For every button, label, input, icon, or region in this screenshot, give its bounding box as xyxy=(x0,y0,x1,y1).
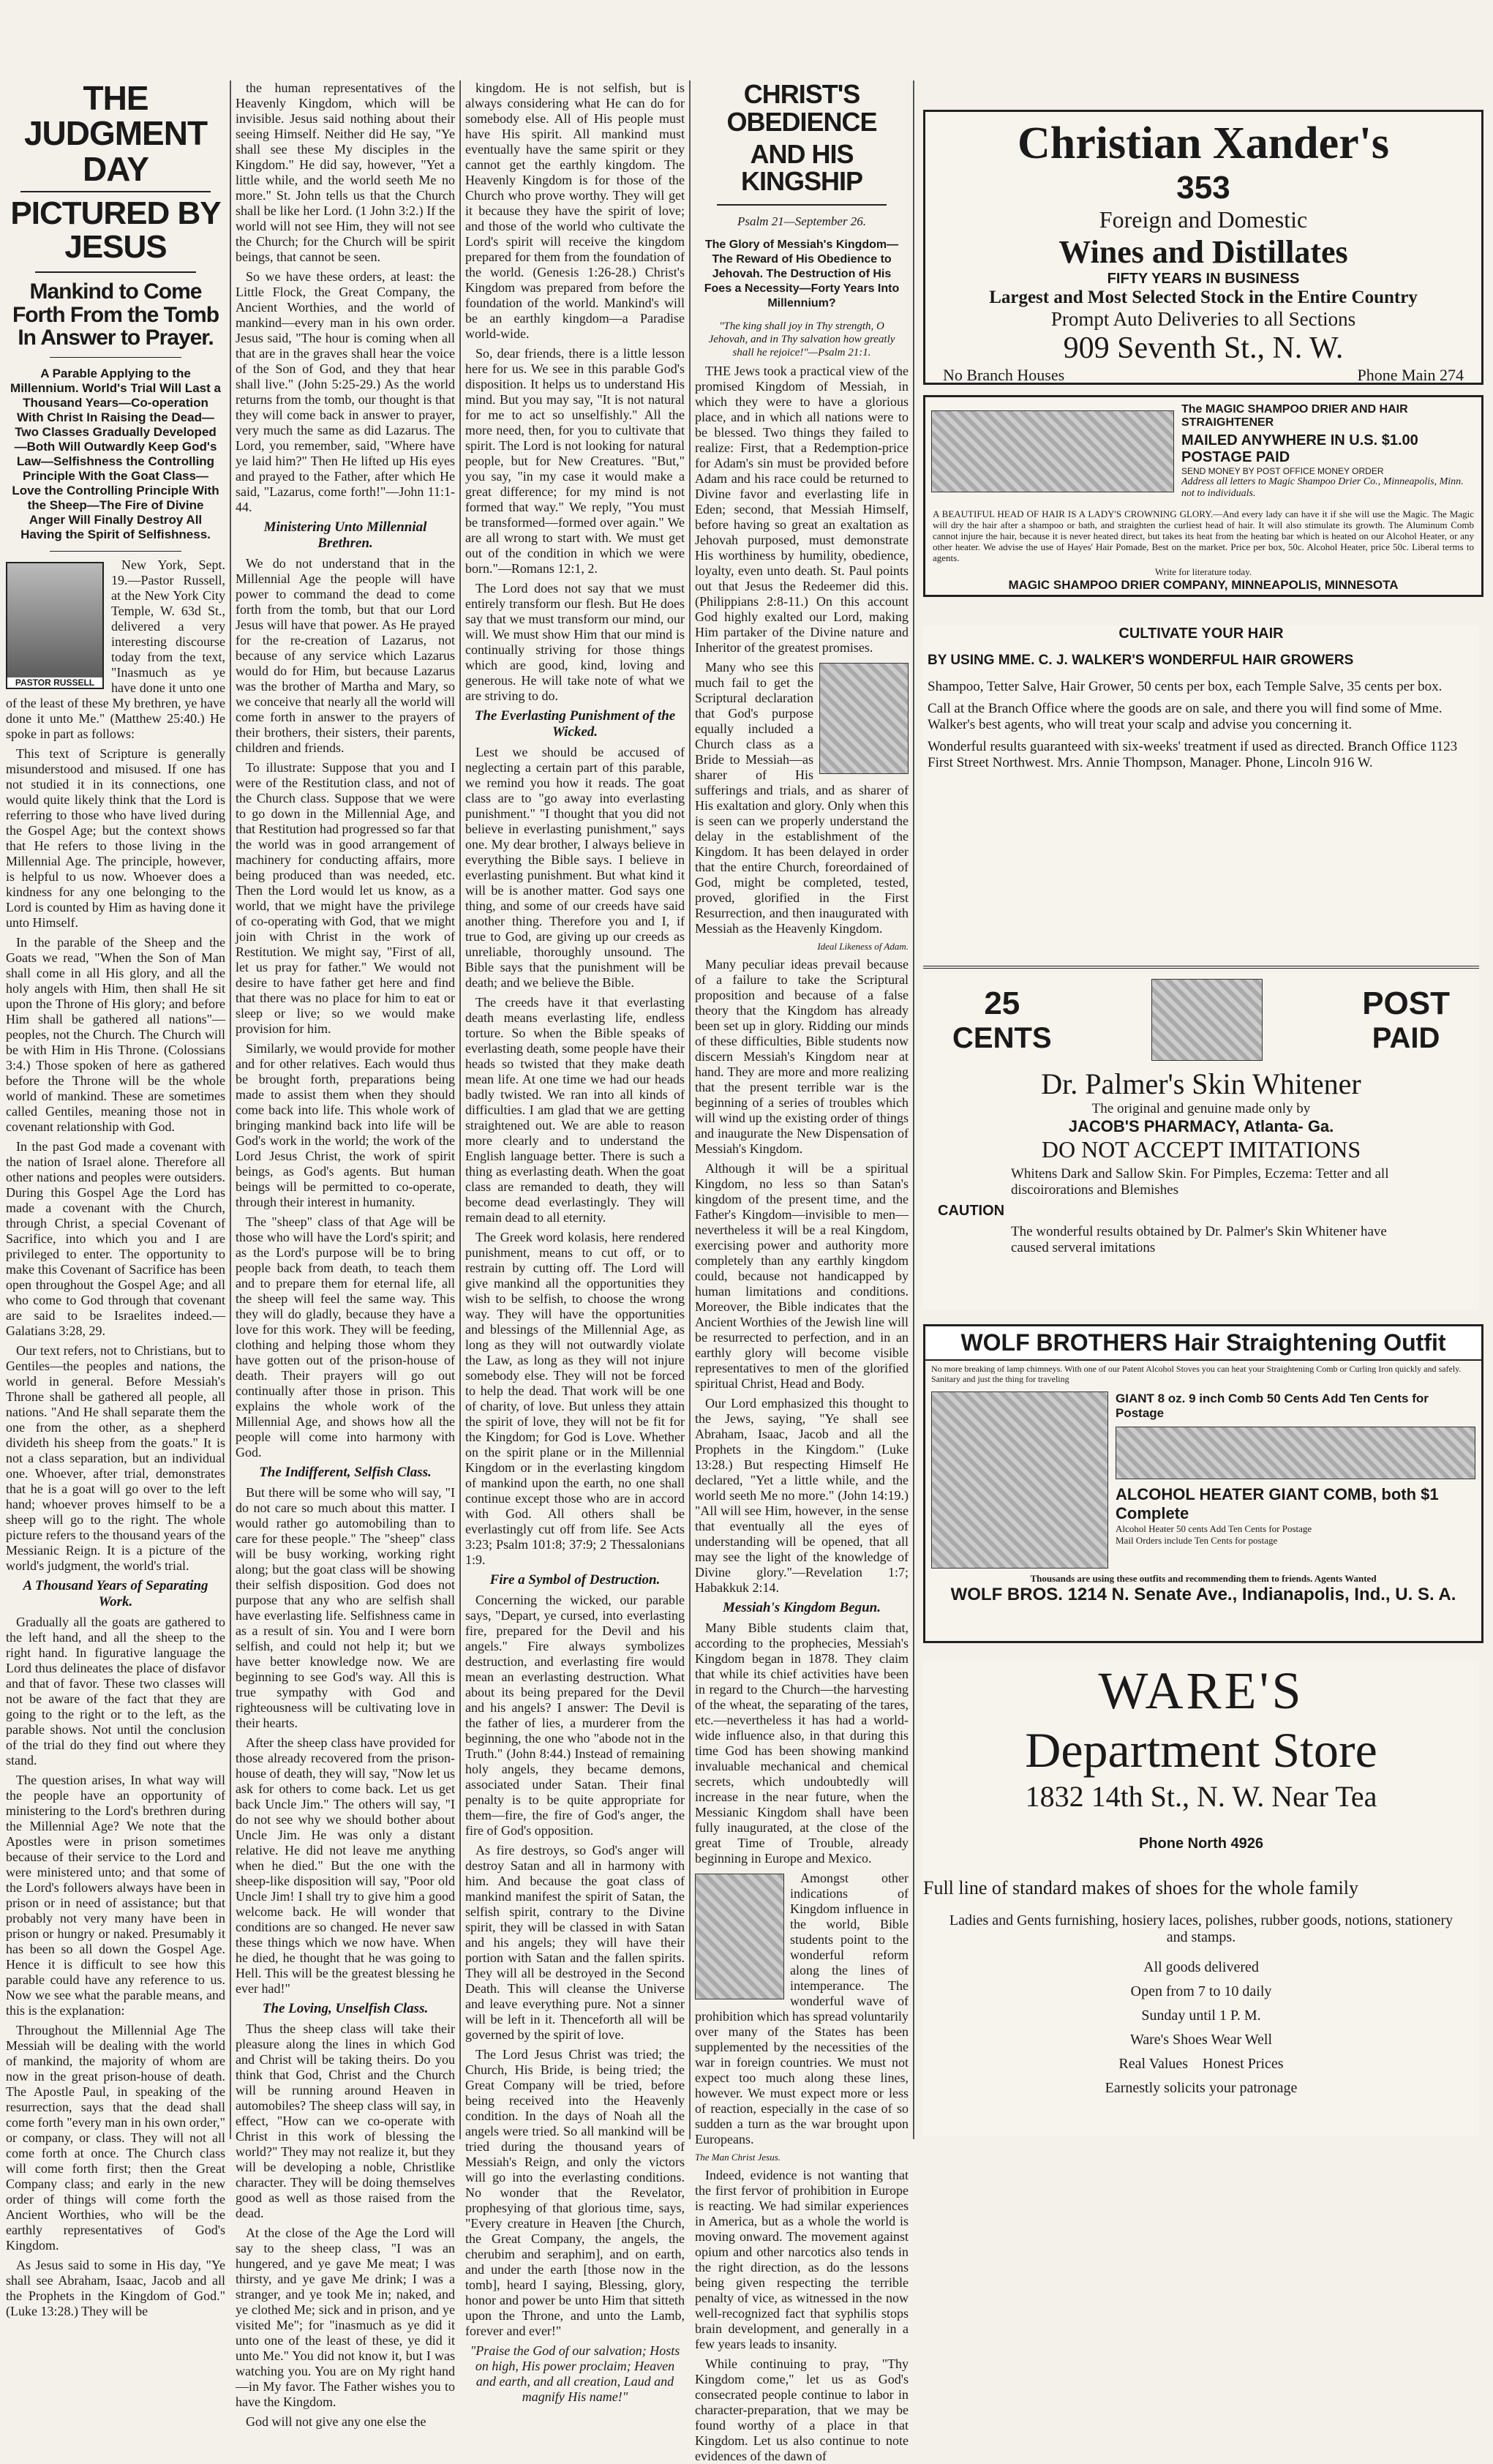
paragraph: The Lord does not say that we must entirely transform our flesh. But He does say that we must transform our mind, our will. We must show Him that our mind is continually striving for those things which are good, kind, loving and generous. He will take note of what we are striving to do. xyxy=(465,581,685,703)
closing-poem: "Praise the God of our salvation; Hosts on high, His power proclaim; Heaven and earth, and all creation, Laud and magnify His name!" xyxy=(470,2343,680,2404)
ad-line: Shampoo, Tetter Salve, Hair Grower, 50 cents per box, each Temple Salve, 35 cents per box. xyxy=(928,679,1443,694)
comb-illustration xyxy=(1116,1427,1475,1479)
image-caption: Ideal Likeness of Adam. xyxy=(817,941,909,953)
ad-title: WOLF BROTHERS Hair Straightening Outfit xyxy=(925,1326,1481,1361)
ad-caution-text: The wonderful results obtained by Dr. Palmer's Skin Whitener have caused serveral imitations xyxy=(1011,1224,1387,1255)
ad-christian-xander xyxy=(923,110,1483,385)
paragraph: In the parable of the Sheep and the Goats we read, "When the Son of Man shall come in all His glory, and all the holy angels with Him, then shall He sit upon the Throne of His glory; and before Him shall be gathered all nations"—peoples, not the Church. The Church will be with Him in His Throne. (Colossians 3:4.) Those spoken of here as gathered before the Throne will be the whole world of mankind. These are sometimes called Gentiles, meaning those not in covenant relationship with God. xyxy=(6,934,225,1134)
column-rule xyxy=(689,80,691,2139)
section-heading: Messiah's Kingdom Begun. xyxy=(723,1600,881,1616)
paragraph: THE Jews took a practical view of the promised Kingdom of Messiah, in which they were to have a glorious place, and in which all nations were to be blessed. Two things they failed to realize: First, that a Redemption-price for Adam's sin must be provided before Adam and his race could be returned to Divine favor and everlasting life in Eden; second, that Messiah Himself, before having so great an exaltation as Jehovah purposed, must demonstrate His worthiness by humility, obedience, loyalty, even unto death. St. Paul points out that Jesus the Redeemer did this. (Philippians 2:8-11.) On this account God highly exalted our Lord, making Him partaker of the Divine nature and Inheritor of the greatest promises. xyxy=(695,364,909,656)
headline-christs-obedience: CHRIST'S OBEDIENCE xyxy=(726,79,877,137)
ad-note: Alcohol Heater 50 cents Add Ten Cents for Postage xyxy=(1116,1523,1312,1534)
column-christs-obedience xyxy=(695,79,909,2464)
paragraph: Many Bible students claim that, according to the prophecies, Messiah's Kingdom began in 1878. They claim that while its chief activities have been in regard to the Church—the harvesting of the wheat, the separating of the tares, etc.—nevertheless it has had a world-wide influence also, in that during this time God has been showing mankind invaluable mechanical and chemical secrets, which undoubtedly will increase in the near future, when the Messianic Kingdom shall have been fully inaugurated, at the close of the great Time of Trouble, already beginning in Europe and Mexico. xyxy=(695,1620,909,1866)
ad-brand: The MAGIC SHAMPOO DRIER AND HAIR STRAIGHTENER xyxy=(1181,403,1408,429)
section-heading: Ministering Unto Millennial Brethren. xyxy=(263,519,427,551)
ad-price: 25 xyxy=(984,985,1020,1021)
ad-palmer-skin xyxy=(923,973,1479,1310)
ad-wares-department-store xyxy=(923,1661,1479,2136)
section-heading: The Loving, Unselfish Class. xyxy=(262,2001,429,2016)
column-judgment-day xyxy=(6,79,225,2318)
christ-illustration xyxy=(695,1874,784,1999)
paragraph: God will not give any one else the xyxy=(246,2414,426,2429)
ad-address: 909 Seventh St., N. W. xyxy=(1063,331,1344,365)
ad-walker-hair xyxy=(923,626,1479,962)
ad-line: Write for literature today. xyxy=(1154,566,1252,577)
paragraph: Many peculiar ideas prevail because of a failure to take the Scriptural proposition and because of a false theory that the Kingdom has already been set up in glory. Ridding our minds of these difficulties, Bible students now discern Messiah's Kingdom near at hand. They are more and more realizing that the present terrible war is the beginning of a series of troubles which will wind up the existing order of things and inaugurate the New Dispensation of Messiah's Kingdom. xyxy=(695,957,909,1157)
headline-his-kingship: AND HIS KINGSHIP xyxy=(740,138,863,197)
ad-line: Earnestly solicits your patronage xyxy=(1105,2080,1298,2096)
divider xyxy=(923,966,1479,969)
paragraph: Indeed, evidence is not wanting that the first fervor of prohibition in Europe is reacting. We had similar experiences in America, but as a whole the world is moving onward. The movement against opium and other narcotics also tends in the right direction, as do the lessons being given respecting the terrible penalty of vice, as witnessed in the now well-recognized fact that syphilis stops brain development, and generally in a few years leads to insanity. xyxy=(695,2168,909,2352)
paragraph: Our Lord emphasized this thought to the Jews, saying, "Ye shall see Abraham, Isaac, Jacob and all the Prophets in the Kingdom." (Luke 13:28.) But respecting Himself He declared, "Yet a little while, and the world seeth Me no more." (John 14:19.) "All will see Him, however, in the sense that eventually all the eyes of understanding will be opened, that all may see the light of the knowledge of Divine glory."—Revelation 1:7; Habakkuk 2:14. xyxy=(695,1396,909,1596)
headline-judgment-day: THE JUDGMENT DAY xyxy=(23,79,208,188)
ad-line: Largest and Most Selected Stock in the Entire Country xyxy=(989,288,1418,307)
paragraph: But there will be some who will say, "I do not care so much about this matter. I would rather go automobiling than to care for these people." The "sheep" class will be busy working, working right along; but the goat class will be showing their selfish disposition. God does not purpose that any who are selfish shall have everlasting life. Selfishness came in as a result of sin. You and I were born selfish, and could not help it; but we have better knowledge now. We are beginning to see God's way. All this is true sympathy with God and righteousness will be cultivating love in their hearts. xyxy=(236,1485,455,1730)
ad-mailed: MAILED ANYWHERE IN U.S. $1.00 POSTAGE PAID xyxy=(1181,432,1418,465)
subheadline-mankind: Mankind to Come Forth From the Tomb In Answer to Prayer. xyxy=(12,279,219,350)
ad-line: Wonderful results guaranteed with six-weeks' treatment if used as directed. Branch Office 1123 First Street Northwest. Mrs. Annie Thompson, Manager. Phone, Lincoln 916 W. xyxy=(928,739,1458,770)
paragraph: Many who see this much fail to get the Scriptural declaration that God's purpose equally included a Church class as a Bride to Messiah—as sharer of His sufferings and trials, and as sharer of His exaltation and glory. Only when this is seen can we properly understand the delay in the establishment of the Kingdom. It has been delayed in order that the entire Church, foreordained of God, might be completed, tested, proved, glorified in the First Resurrection, and then inaugurated with Messiah as the Heavenly Kingdom. xyxy=(695,660,909,936)
comb-illustration xyxy=(931,410,1174,492)
paragraph: The "sheep" class of that Age will be those who will have the Lord's spirit; and as the Lord's purpose will be to bring people back from death, to teach them and to prepare them for eternal life, all the sheep will feel the same way. This they will do gladly, because they have a love for this work. They will be feeding, clothing and helping those whom they have gotten out of the prison-house of death. Their prayers will go out continually after those in prison. This explains the whole work of the Millennial Age, and shows how all the people will come into harmony with God. xyxy=(236,1214,455,1460)
ad-phone: Phone North 4926 xyxy=(1138,1836,1264,1852)
ad-title: WARE'S xyxy=(1098,1661,1304,1720)
ad-store: Department Store xyxy=(1025,1722,1377,1778)
paragraph: Similarly, we would provide for mother and for other relatives. Each would thus be brought forth, preparations being made to assist them when they should come back into life. This whole work of bringing mankind back into life will be God's work in the world; the work of the Lord Jesus Christ, the work of spirit beings, as God's agents. But human beings will be permitted to co-operate, through their interest in humanity. xyxy=(236,1041,455,1209)
paragraph: So, dear friends, there is a little lesson here for us. We see in this parable God's disposition. It helps us to understand His mind. But you may say, "It is not natural for me to act so unselfishly." All the more need, then, for you to cultivate that spirit. The Lord is not looking for natural people, but for New Creatures. "But," you say, "in my case it would make a great difference; for my mind is not formed that way." We reply, "You must be transformed—formed over again." We are all wrong to start with. We must get out of the condition in which we were born."—Romans 12:1, 2. xyxy=(465,346,685,576)
section-heading: A Thousand Years of Separating Work. xyxy=(23,1577,208,1610)
adam-illustration xyxy=(819,663,909,774)
ad-number: 353 xyxy=(1176,170,1230,206)
ad-caution: CAUTION xyxy=(938,1203,1005,1219)
paragraph: So we have these orders, at least: the Little Flock, the Great Company, the Ancient Worthies, and the world of mankind—every man in his own order. Jesus said, "The hour is coming when all that are in the graves shall hear the voice of the Son of God, and they that hear shall live." (John 5:25-29.) As the world returns from the tomb, our thought is that they will come back in answer to prayer, very much the same as did Lazarus. The Lord, you remember, said, "Where have ye laid him?" Then He lifted up His eyes and prayed to the Father, after which He said, "Lazarus, come forth!"—John 11:1-44. xyxy=(236,269,455,514)
ad-line: Ware's Shoes Wear Well xyxy=(1129,2032,1273,2048)
ad-line: Wines and Distillates xyxy=(1058,234,1348,270)
section-heading: The Everlasting Punishment of the Wicked. xyxy=(474,708,676,740)
headline-pictured-by-jesus: PICTURED BY JESUS xyxy=(10,195,221,266)
dateline: New York, Sept. 19.—Pastor Russell, at the New York City Temple, W. 63d St., delivered a very interesting discourse today from the text, "Inasmuch as ye have done it unto one of the least of these My brethren, ye have done it unto Me." (Matthew 25:40.) He spoke in part as follows: xyxy=(6,557,225,741)
product-box-illustration xyxy=(1151,979,1263,1061)
ad-line: All goods delivered xyxy=(1143,1959,1259,1975)
paragraph: the human representatives of the Heavenly Kingdom, which will be invisible. Jesus said nothing about their seeing Himself. Neither did He say, "Ye shall see these My disciples in the Kingdom." He did say, however, "Yet a little while, and the world seeth Me no more." St. John tells us that the Church shall be like her Lord. (1 John 3:2.) If the world will not see Him, they will not see the Church; for the Church will be spirit beings, that cannot be seen. xyxy=(236,80,455,264)
ad-maker: JACOB'S PHARMACY, Atlanta- Ga. xyxy=(1068,1117,1334,1135)
ad-line: Full line of standard makes of shoes for the whole family xyxy=(923,1877,1358,1898)
paragraph: Amongst other indications of Kingdom influence in the world, Bible students point to the wonderful reform along the lines of intemperance. The wonderful wave of prohibition which has spread voluntarily over many of the States has been supplemented by the necessities of the war in foreign countries. We must not expect too much along these lines, however. We must expect more or less of reaction, especially in the case of so sudden a turn as the war brought upon Europeans. xyxy=(695,1871,909,2147)
paragraph: We do not understand that in the Millennial Age the people will have power to command the dead to come forth from the tomb, but that our Lord Jesus will have that power. As He prayed for the re-creation of Lazarus, not because of any service which Lazarus would do for Him, but because Lazarus was the brother of Martha and Mary, so we conceive that nearly all the world will come forth in answer to the prayers of their brothers, their sisters, their parents, children and friends. xyxy=(236,556,455,755)
ad-line: Ladies and Gents furnishing, hosiery laces, polishes, rubber goods, notions, stationery and stamps. xyxy=(949,1912,1453,1945)
ad-desc: Whitens Dark and Sallow Skin. For Pimples, Eczema: Tetter and all discoirorations and Blemishes xyxy=(1011,1166,1389,1198)
ad-magic-shampoo xyxy=(923,395,1483,597)
ad-line: Real Values Honest Prices xyxy=(1118,2056,1284,2072)
paragraph: Throughout the Millennial Age The Messiah will be dealing with the world of mankind, the majority of whom are now in the great prison-house of death. The Apostle Paul, in speaking of the resurrection, says that the dead shall come forth "every man in his own order," or company, or class. They will not all come forth at once. The Church class will come forth first; then the Great Company class; and early in the new order of things will come forth the Ancient Worthies, who will be the earthly representatives of God's Kingdom. xyxy=(6,2022,225,2253)
ad-send: SEND MONEY BY POST OFFICE MONEY ORDER xyxy=(1181,466,1384,476)
column-rule xyxy=(459,80,461,2139)
section-heading: Fire a Symbol of Destruction. xyxy=(489,1572,661,1588)
paragraph: In the past God made a covenant with the nation of Israel alone. Therefore all other nations and peoples were outsiders. During this Gospel Age the Lord has made a covenant with the Church, through Christ, a special Covenant of Sacrifice, into which you and I are privileged to enter. The opportunity to make this Covenant of Sacrifice has been open throughout the Gospel Age; and all who come to God through that covenant are said to be Israelites indeed.—Galatians 3:28, 29. xyxy=(6,1138,225,1338)
paragraph: Gradually all the goats are gathered to the left hand, and all the sheep to the right hand. In figurative language the Lord thus delineates the place of disfavor and that of favor. These two classes will not be aware of the fact that they are going to the right or to the left, as the parable shows. Not until the conclusion of the trial do they find out where they stand. xyxy=(6,1614,225,1768)
paragraph: After the sheep class have provided for those already recovered from the prison-house of death, they will say, "Now let us ask for others to come back. Let us get back Uncle Jim." The others will say, "I do not see why we should bother about Uncle Jim. He was only a distant relative. He did not leave me anything when he died." But the one with the sheep-like disposition will say, "Poor old Uncle Jim! I shall try to give him a good welcome back. He will wonder that conditions are so changed. He never saw these things which we now have. When he died, he thought that he was going to Hell. This will be the greatest blessing he ever had!" xyxy=(236,1735,455,1996)
paragraph: At the close of the Age the Lord will say to the sheep class, "I was an hungered, and ye gave Me meat; I was thirsty, and ye gave Me drink; I was a stranger, and ye took Me in; naked, and ye clothed Me; sick and in prison, and ye visited Me"; for "inasmuch as ye did it unto one of the least of these, ye did it unto Me." You did not know it, but I was watching you. You are on My right hand—in My favor. The Father wishes you to have the Kingdom. xyxy=(236,2226,455,2409)
paragraph: To illustrate: Suppose that you and I were of the Restitution class, and not of the Church class. Suppose that we were to go down in the Millennial Age, and that Restitution had progressed so far that the world was in good arrangement of machinery for conducting affairs, more being produced than was needed, etc. Then the Lord would let us know, as a world, that we might have the privilege of co-operating with God, that we might join with Christ in the work of Restitution. We might say, "First of all, let us pray for father." We would not desire to have father get here and find that there was no place for him to eat or sleep or live; so we would make provision for him. xyxy=(236,760,455,1036)
ad-wolf-brothers xyxy=(923,1324,1483,1643)
column-3 xyxy=(465,80,685,2404)
ad-footer-address: WOLF BROS. 1214 N. Senate Ave., Indianapolis, Ind., U. S. A. xyxy=(950,1585,1456,1604)
paragraph: The Lord Jesus Christ was tried; the Church, His Bride, is being tried; the Great Company will be tried, before being received into the Heavenly condition. In the days of Noah all the angels were tried. So all mankind will be tried during the thousand years of Messiah's Reign, and only the victors will go into the everlasting conditions. No wonder that the Revelator, prophesying of that glorious time, says, "Every creature in Heaven [the Church, the Great Company, the angels, the cherubim and seraphim], and on earth, and under the earth [those now in the tomb], heard I saying, Blessing, glory, honor and power be unto Him that sitteth upon the Throne, and unto the Lamb, forever and ever!" xyxy=(465,2047,685,2338)
ad-post: POST xyxy=(1362,985,1450,1021)
section-heading: The Indifferent, Selfish Class. xyxy=(259,1465,432,1480)
pastor-russell-photo: PASTOR RUSSELL xyxy=(6,562,104,689)
ad-sub: No more breaking of lamp chimneys. With one of our Patent Alcohol Stoves you can heat your Straightening Comb or Curling Iron quickly and safely. Sanitary and just the thing for traveling xyxy=(931,1364,1462,1384)
paragraph: Thus the sheep class will take their pleasure along the lines in which God and Christ will be taking theirs. Do you think that God, Christ and the Church will be running around Heaven in automobiles? The sheep class will say, in effect, "How can we co-operate with Christ in this work of blessing the world?" They may not realize it, but they will be developing a noble, Christlike character. They will be doing themselves good as well as those raised from the dead. xyxy=(236,2021,455,2220)
ad-phone: Phone Main 274 xyxy=(1357,366,1464,384)
paragraph: The question arises, In what way will the people have an opportunity of ministering to the Lord's brethren during the Millennial Age? We note that the Apostles were in prison sometimes because of their service to the Lord and were ministered unto; and that some of the Lord's followers always have been in prison or in need of assistance; but that probably not very many have been in prison or hungry or naked. Presumably it has been so all down the Gospel Age. Hence it is difficult to see how this parable could have any reference to us. Now we see what the parable means, and this is the explanation: xyxy=(6,1772,225,2018)
ad-line: Call at the Branch Office where the goods are on sale, and there you will find some of Mme. Walker's best agents, who will treat your scalp and advise you concerning it. xyxy=(928,701,1443,732)
column-rule xyxy=(230,80,231,2139)
paragraph: The Greek word kolasis, here rendered punishment, means to cut off, or to restrain by cutting off. The Lord will give mankind all the opportunities they wish to be selfish, to choose the wrong way. They will have the opportunities and blessings of the Millennial Age, as long as they will not outwardly violate the Law, as long as they will not injure somebody else. They will not be forced to help the dead. That work will be one of charity, of love. But unless they attain the spirit of love, they will not be fit for the Kingdom; for God is Love. Whether on the spirit plane or in the Millennial Kingdom or in the everlasting kingdom of mankind upon the earth, no one shall continue except those who are in accord with God. All others shall be everlastingly cut off from life. See Acts 3:23; Psalm 101:8; 37:9; 2 Thessalonians 1:9. xyxy=(465,1230,685,1567)
column-2 xyxy=(236,80,455,2429)
ad-line: Prompt Auto Deliveries to all Sections xyxy=(1050,308,1356,330)
ad-line: The original and genuine made only by xyxy=(1091,1101,1311,1116)
paragraph: While continuing to pray, "Thy Kingdom come," let us as God's consecrated people continue to labor in character-preparation, that we may be found worthy of a place in that Kingdom. Let us also continue to note evidences of the dawn of xyxy=(695,2356,909,2464)
ad-company: MAGIC SHAMPOO DRIER COMPANY, MINNEAPOLIS, MINNESOTA xyxy=(1008,578,1399,592)
ad-title: Christian Xander's xyxy=(1017,119,1390,168)
ad-body: A BEAUTIFUL HEAD OF HAIR IS A LADY'S CROWNING GLORY.—And every lady can have it if she will use the Magic. The Magic will dry the hair after a shampoo or bath, and straighten the curliest head of hair. It will also stimulate its growth. The Aluminum Comb cannot injure the hair, because it is never heated direct, but takes its heat from the heating bar which is heated on our Alcohol Heater, or any other heater. We advise the use of Hayes' Hair Pomade, Best on the market. Price per box, 50c. Alcohol Heater, price 50c. Liberal terms to agents. xyxy=(933,508,1474,563)
article-summary: A Parable Applying to the Millennium. World's Trial Will Last a Thousand Years—Co-operation With Christ In Raising the Dead—Two Classes Gradually Developed—Both Will Outwardly Keep God's Law—Selfishness the Controlling Principle With the Goat Class—Love the Controlling Principle With the Sheep—The Fire of Divine Anger Will Finally Destroy All Having the Spirit of Selfishness. xyxy=(10,366,221,541)
ad-line: Sunday until 1 P. M. xyxy=(1141,2007,1261,2024)
column-rule xyxy=(913,80,914,2139)
ad-line: BY USING MME. C. J. WALKER'S WONDERFUL HAIR GROWERS xyxy=(928,653,1354,668)
ad-paid: PAID xyxy=(1372,1021,1440,1054)
ad-address: Address all letters to Magic Shampoo Drier Co., Minneapolis, Minn. not to individuals. xyxy=(1181,476,1464,499)
ad-note: No Branch Houses xyxy=(943,366,1065,384)
ad-product: Dr. Palmer's Skin Whitener xyxy=(1041,1067,1361,1100)
article-summary: The Glory of Messiah's Kingdom—The Reward of His Obedience to Jehovah. The Destruction of His Foes a Necessity—Forty Years Into Millennium? xyxy=(704,238,900,310)
image-caption: The Man Christ Jesus. xyxy=(695,2152,781,2163)
ad-warning: DO NOT ACCEPT IMITATIONS xyxy=(1041,1136,1361,1162)
paragraph: As fire destroys, so God's anger will destroy Satan and all in harmony with him. And because the goat class of mankind manifest the spirit of Satan, the selfish spirit, contrary to the Divine spirit, they will be classed in with Satan and his angels; they will have their portion with Satan and the fallen spirits. They will all be destroyed in the Second Death. This will cleanse the Universe and leave everything pure. Not a sinner will be left in it. Thenceforth all will be governed by the spirit of love. xyxy=(465,1843,685,2042)
ad-comb: GIANT 8 oz. 9 inch Comb 50 Cents Add Ten Cents for Postage xyxy=(1116,1391,1429,1420)
ad-heater: ALCOHOL HEATER GIANT COMB, both $1 Complete xyxy=(1116,1485,1439,1522)
paragraph: The creeds have it that everlasting death means everlasting life, endless torture. So when the Bible speaks of everlasting death, some people have their heads so twisted that they make death mean life. At one time we had our heads badly twisted. We ran into all kinds of difficulties. I am glad that we are getting straightened out. We are able to reason more clearly and to understand the English language better. There is such a thing as everlasting death. When the goat class are remanded to death, they will become dead everlastingly. They will remain dead to all eternity. xyxy=(465,995,685,1225)
paragraph: kingdom. He is not selfish, but is always considering what He can do for somebody else. All of His people must have His spirit. All mankind must eventually have the same spirit or they cannot get the earthly kingdom. The Heavenly Kingdom is for those of the Church who prove worthy. They will get it because they have the spirit of love; and those of the world who cultivate the Lord's spirit will receive the kingdom prepared for them from the foundation of the world. (Genesis 1:26-28.) Christ's Kingdom was prepared from before the foundation of the world. Mankind's will be an earthly kingdom—a Paradise world-wide. xyxy=(465,80,685,341)
paragraph: Concerning the wicked, our parable says, "Depart, ye cursed, into everlasting fire, prepared for the Devil and his angels." Fire always symbolizes destruction, and everlasting fire would mean an everlasting destruction. What about its being prepared for the Devil and his angels? I answer: The Devil is the father of lies, a murderer from the beginning, the one who "abode not in the Truth." (John 8:44.) Instead of remaining holy angels, they became demons, associated under Satan. Their final penalty is to be quite appropriate for them—fire, the fire of God's anger, the fire of God's opposition. xyxy=(465,1593,685,1838)
text-verse: "The king shall joy in Thy strength, O Jehovah, and in Thy salvation how greatly shall he rejoice!"—Psalm 21:1. xyxy=(708,320,895,359)
ad-note: Mail Orders include Ten Cents for postage xyxy=(1116,1535,1278,1546)
ad-line: Foreign and Domestic xyxy=(1099,206,1308,233)
paragraph: Our text refers, not to Christians, but to Gentiles—the peoples and nations, the world in general. Before Messiah's Throne shall be gathered all people, all nations. "And He shall separate them the one from the other, as a shepherd divideth his sheep from the goats." It is not a class separation, but an individual one. Whoever, after trial, demonstrates that he is a goat will go over to the left hand; whoever proves himself to be a sheep will go to the right. The whole picture refers to the thousand years of the Messianic Reign. It is a picture of the world's judgment, the world's trial. xyxy=(6,1342,225,1573)
paragraph: Although it will be a spiritual Kingdom, no less so than Satan's kingdom of the present time, and the Father's Kingdom—invisible to men—nevertheless it will be a real Kingdom, exercising power and authority more completely than any earthly kingdom could, because not handicapped by human limitations and conditions. Moreover, the Bible indicates that the Ancient Worthies of the Jewish line will be resurrected to perfection, and in an earthly glory will become visible representatives to men of the glorified spiritual Christ, Head and Body. xyxy=(695,1161,909,1391)
ad-cents: CENTS xyxy=(952,1021,1052,1054)
paragraph: This text of Scripture is generally misunderstood and misused. If one has not studied it in its connections, one would quite likely think that the Lord is referring to those who have lived during the Gospel Age; but the context shows that He refers to those living in the Millennial Age. The principle, however, is helpful to us now. Whoever does a kindness for any one belonging to the Lord is counted by Him as having done it unto Himself. xyxy=(6,745,225,930)
scripture-ref: Psalm 21—September 26. xyxy=(737,214,867,229)
paragraph: As Jesus said to some in His day, "Ye shall see Abraham, Isaac, Jacob and all the Prophets in the Kingdom of God." (Luke 13:28.) They will be xyxy=(6,2257,225,2318)
ad-address: 1832 14th St., N. W. Near Tea xyxy=(1025,1780,1377,1813)
ad-line: FIFTY YEARS IN BUSINESS xyxy=(1107,271,1300,287)
ad-footer: Thousands are using these outfits and recommending them to friends. Agents Wanted xyxy=(1030,1573,1377,1584)
ad-line: Open from 7 to 10 daily xyxy=(1130,1983,1272,1999)
ad-title: CULTIVATE YOUR HAIR xyxy=(1118,626,1284,642)
heater-illustration xyxy=(931,1391,1108,1569)
paragraph: Lest we should be accused of neglecting a certain part of this parable, we remind you how it reads. The goat class are to "go away into everlasting punishment." "I thought that you did not believe in everlasting punishment," says one. My dear brother, I always believe in everything the Bible says. I believe in everlasting punishment. But what kind it will be is another matter. God says one thing, and some of our creeds have said another thing. Therefore you and I, if true to God, are giving up our creeds as unreliable, thoroughly unsound. The Bible says that the punishment will be death; and we believe the Bible. xyxy=(465,745,685,990)
